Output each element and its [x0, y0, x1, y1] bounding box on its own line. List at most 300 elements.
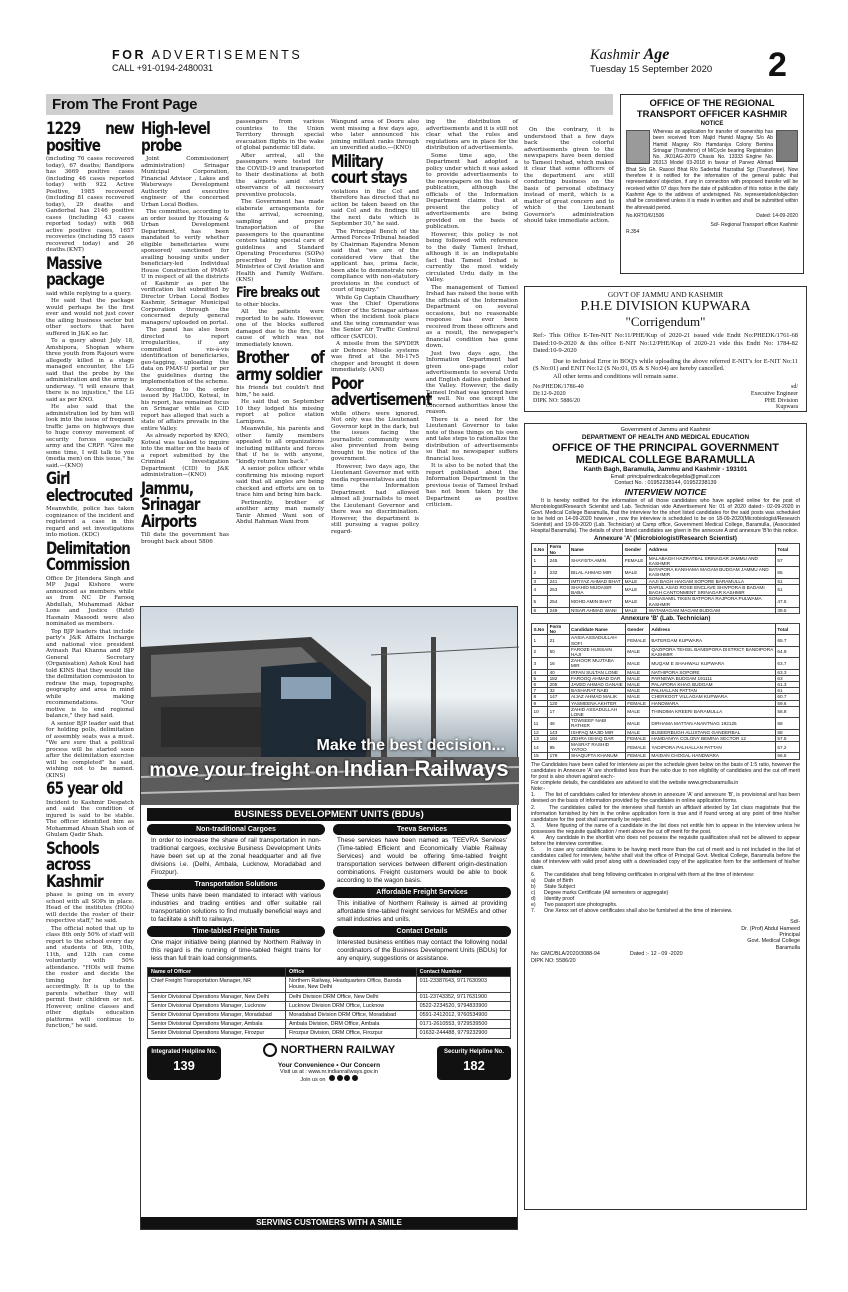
annex-a-cell: 51	[775, 578, 799, 584]
bdu-cell: Senior Divisional Operations Manager, Ambala	[148, 1020, 286, 1029]
annex-b-cell: MUQAM E SHAHWALI KUPWARA	[649, 658, 775, 669]
article-text: Wangund area of Dooru also went missing a few days ago, who later announced his joining militant ranks through an unverified audio.—(KNO)	[331, 119, 419, 151]
phe-body: Due to technical Error in BOQ's while uploading the above referred E-NIT's for E-NIT No:11 (S No:01) and ENIT No:12 (S No:01, 05 & S No:04) are hereby cancelled.	[533, 357, 798, 373]
annex-a-header-cell: Name	[569, 544, 623, 555]
annex-a-cell: FEMALE	[623, 555, 647, 566]
annex-b-cell: 13	[532, 735, 548, 741]
annex-b-cell: AIJAZ AHMAD MALIK	[569, 694, 625, 700]
annex-a-cell: 5	[532, 596, 548, 607]
annex-b-cell: 5	[532, 675, 548, 681]
annex-b-cell: 64.9	[775, 646, 799, 657]
affordable-heading: Affordable Freight Services	[333, 887, 511, 898]
bdu-header-cell: Office	[285, 968, 416, 977]
annex-b-cell: 3	[532, 658, 548, 669]
bdu-cell: Senior Divisional Operations Manager, New Delhi	[148, 992, 286, 1001]
bdu-cell: Senior Divisional Operations Manager, Lucknow	[148, 1001, 286, 1010]
annex-b-cell: MALE	[625, 718, 649, 729]
annex-b-cell: 184	[548, 735, 569, 741]
annex-a-cell: 57	[775, 555, 799, 566]
rto-dated: Dated: 14-09-2020	[756, 212, 798, 219]
annexure-b-title: Annexure 'B' (Lab. Technician)	[620, 614, 711, 622]
annex-b-cell: 6	[532, 681, 548, 687]
masthead	[590, 46, 770, 80]
annex-b-cell: BASHARAT NABI	[569, 688, 625, 694]
column-6	[524, 127, 614, 287]
twitter-icon[interactable]	[337, 1075, 343, 1081]
bdu-cell: Chief Freight Transportation Manager, NR	[148, 977, 286, 992]
annex-a-cell: IMTIYAZ AHMAD BHAT	[569, 578, 623, 584]
annex-b-cell: PALAPORA KHAG BUDGAM	[649, 681, 775, 687]
article-text: his friends but couldn't find him," he said.	[236, 385, 324, 398]
paper-kashmir: Kashmir	[590, 47, 640, 63]
annex-b-cell: IRFAN SULTAN LONE	[569, 669, 625, 675]
phe-place: Kupwara	[776, 404, 798, 411]
article-text: Office Dr Jitendera Singh and MP Jugal Kishore were announced as members while as from NC Dr Farooq Abdullah, Muhammad Akbar Lone and Justice (Retd) Hasnain Masoodi were also nominated as members.	[46, 575, 134, 627]
annex-b-cell: 205	[548, 681, 569, 687]
column-2	[141, 119, 229, 604]
youtube-icon[interactable]	[344, 1075, 350, 1081]
annex-b-cell: 63.3	[775, 669, 799, 675]
gmc-email: Email: principalmedicalcollegebla@gmail.com	[610, 473, 721, 480]
annex-b-cell: MALE	[625, 688, 649, 694]
table-row	[532, 567, 800, 578]
nr-name: NORTHERN RAILWAY	[280, 1043, 396, 1056]
annex-b-cell: 143	[548, 729, 569, 735]
annex-b-header-cell: Candidate Name	[569, 623, 625, 634]
bdu-cell: Delhi Division DRM Office, New Delhi	[285, 992, 416, 1001]
annex-b-cell: YADIPORA PALHALLAN PATTAN	[649, 741, 775, 752]
article-text: ing the distribution of advertisements and it is still not clear what the rules and regulations are in place for the distribution of advertisements.	[426, 119, 518, 151]
annex-b-cell: MALE	[625, 681, 649, 687]
annex-a-cell: 47.5	[775, 596, 799, 607]
headline-delimitation: Delimitation Commission	[46, 538, 130, 575]
table-row	[532, 646, 800, 657]
article-text: To a query about July 18, Amshipora, Shopian where three youth from Rajouri were allegedly killed in a stage managed encounter, the LG said that the probe by the administration and the army is underway. "I will ensure that there is no injustice," the LG said as per KNO.	[46, 338, 134, 403]
bdu-contact-table	[147, 967, 511, 1039]
annex-b-cell: 58.8	[775, 706, 799, 717]
phe-div: PHE Division	[764, 397, 798, 404]
list-item: b) State Subject	[531, 883, 576, 890]
table-row	[148, 1001, 511, 1010]
applicant-photo	[776, 130, 798, 162]
nr-website: Visit us at : www.nr.indianrailways.gov.in	[280, 1068, 378, 1075]
call-number: CALL +91-0194-2480031	[112, 63, 213, 73]
annex-b-cell: 95	[548, 741, 569, 752]
annex-b-header-cell: Form No	[548, 623, 569, 634]
annex-a-cell: 6	[532, 607, 548, 613]
gmc-govt: Government of Jammu and Kashmir	[620, 427, 711, 433]
table-row	[532, 584, 800, 595]
annex-b-cell: CHERKOOT VILLAGAM KUPWARA	[649, 694, 775, 700]
annex-b-cell: MALE	[625, 669, 649, 675]
annex-b-cell: BUSEERBUGH ALUSTANG GANDERBAL	[649, 729, 775, 735]
headline-65-year-old: 65 year old	[46, 779, 123, 799]
gmc-number: No: GMC/BLA/2020/3088-94	[531, 951, 600, 958]
rto-number: No.KRTO/6/1506	[626, 212, 665, 219]
annex-b-cell: 40	[548, 669, 569, 675]
gmc-post: Principal	[779, 932, 800, 939]
contact-text: Interested business entities may contact the following nodal coordinators of the Business Development Units (BDUs) for any enquiry, suggestions or assistance.	[337, 939, 507, 962]
ads-header	[112, 48, 312, 78]
annex-b-cell: 2	[532, 646, 548, 657]
annex-a-cell: SHAHID MUDASIR BABA	[569, 584, 623, 595]
annex-b-cell: 63	[775, 675, 799, 681]
annex-b-cell: 17	[548, 706, 569, 717]
rail-slogan: move your freight on	[149, 760, 339, 781]
table-row	[148, 1011, 511, 1020]
article-text: The management of Tameel Irshad has raised the issue with the officials of the Information Department on several occasions, but no reasonable response has ever been received from these officers and as a result, the newspaper's financial condition has gone down.	[426, 284, 518, 349]
annex-b-cell: FEMALE	[625, 741, 649, 752]
gmc-notice	[524, 423, 807, 1210]
gmc-intro: It is hereby notified for the information of all those candidates who have applied online for the post of Microbiologist/Research Scientist and Lab. Technician vide Advertisement No: 01 of 2020 dated:- 02-09-2020 in Govt. Medical College Baramulla, that the interview for the short listed candidates for the said posts was scheduled to be held on 14-09-2020 however , now the interview is scheduled to be on 18-09-2020(Microbiologist/Research Scientist) and 19-09-2020 (Lab. Technician) at Camp office, Government Medical College, Baramulla, (Associated Hospital Baramulla). The details of short listed candidates are given in the annexure A and annexure 'B'to this notice.	[531, 497, 800, 535]
annex-a-cell: SHAYISTA AMIN	[569, 555, 623, 566]
security-helpline-label: Security Helpline No.	[443, 1048, 504, 1055]
timetable-text: One major initiative being planned by Northern Railway in this regard is the running of time-tabled freight trains for less than full train load consignments.	[151, 939, 321, 962]
annex-a-cell: 39.5	[775, 607, 799, 613]
annex-b-cell: 12	[532, 729, 548, 735]
annex-b-cell: PALHALLAN PATTAN	[649, 688, 775, 694]
list-item: 2. The candidates called for the interview shall furnish an affidavit attested by 1st class magistrate that the information furnished by him in the online application form is true and if found wrong at any point of time his/her candidature for the post shall summarily be rejected.	[531, 804, 802, 823]
annex-b-cell: SHAQUFTA KHANUM	[569, 753, 625, 759]
annex-a-cell: MALE	[623, 607, 647, 613]
bdu-banner: BUSINESS DEVELOPMENT UNITS (BDUs)	[147, 808, 511, 821]
article-text: Joint Commissioner( administration) Srinagar Municipal Corporation, Financial Advisor , Lakes and Waterways Development Authority and executive engineer of the concerned Urban Local Bodies.	[141, 156, 229, 208]
gmc-dept: DEPARTMENT OF HEALTH AND MEDICAL EDUCATION	[581, 434, 750, 441]
bdu-header-cell: Contact Number	[416, 968, 510, 977]
article-text: Just two days ago, the Information Department had given one-page color advertisements to several Urdu and English dailies published in the Valley. However, the daily Tameel Irshad was ignored here as well. No one except the concerned authorities know the reason.	[426, 350, 518, 415]
list-item: 4. Any candidate in the shortlist who does not possess the requisite qualification shall not be allowed to appear before the interview committee.	[531, 835, 802, 848]
annex-b-cell: 32	[548, 688, 569, 694]
annex-b-cell: 179	[548, 753, 569, 759]
transport-text: These units have been mandated to interact with various industries and trading entities and offer suitable rail transportation solutions to find mutually beneficial ways and to facilitate a shift to railways.	[151, 892, 321, 923]
article-text: All the patients were reported to be safe. However, one of the blocks suffered damaged due to the fire, the cause of which was not immediately known.	[236, 309, 324, 348]
annex-b-cell: YASMEENA AKHTER	[569, 700, 625, 706]
table-row	[532, 753, 800, 759]
annex-a-cell: 241	[548, 578, 569, 584]
annex-b-cell: 58	[775, 729, 799, 735]
article-text: The panel has also been directed to report irregularities, if any committed vis-à-vis identification of beneficiaries, geo-tagging, uploading the data on PMAY-U portal or per the guidelines during the implementation of the scheme.	[141, 327, 229, 385]
article-text: The Principal Bench of the Armed Forces Tribunal headed by Chairman Rajendra Menon said that "we are of the considered view that the applicant has, prima facie, been able to demonstrate non-compliance with non-statutory provisions in the conduct of court of inquiry."	[331, 228, 419, 293]
phe-sd: sd/	[790, 383, 798, 390]
bdu-cell: Northern Railway, Headquarters Office, Baroda House, New Delhi	[285, 977, 416, 992]
article-text: There is a need for the Lieutenant Governor to take note of these things on his own and take steps to rationalize the distribution of advertisements so that no newspaper suffers financial loss.	[426, 416, 518, 462]
annex-b-cell: 10	[532, 706, 548, 717]
article-text: The committee, according to an order issued by Housing & Urban Development Department, has been mandated to verify whether eligible beneficiaries were sponsored/ sanctioned for availing housing units under beneficiary-led Individual House Construction of PMAY-U in respect of all the districts of Kashmir as per the verification list submitted by Director Urban Local Bodies Kashmir, Srinagar Municipal Corporation through the concerned deputy general managers/ uploaded on portal.	[141, 209, 229, 326]
article-text: Some time ago, the Department had adopted a policy under which it was asked to provide advertisements to the newspapers on the basis of publication, although the officials of the Information Department claims that at present the policy of advertisements are being provided on the basis of publication.	[426, 152, 518, 230]
annex-a-cell: 4	[532, 584, 548, 595]
article-text: A missile from the SPYDER air Defence Missile systems was fired at the Mi-17v5 chopper and brought it down immediately. (ANI)	[331, 341, 419, 373]
gmc-sd: Sd/-	[790, 919, 800, 926]
annex-b-cell: MALE	[625, 658, 649, 669]
phe-exe: Executive Engineer	[750, 390, 798, 397]
annex-a-header-cell: Gender	[623, 544, 647, 555]
annex-a-cell: 1	[532, 555, 548, 566]
railway-logo-icon	[263, 1043, 277, 1057]
applicant-photo	[626, 130, 650, 164]
annex-a-cell: SONASAMIL TIKEN BATPORA RAJPORA PULWAMA KASHMIR	[647, 596, 776, 607]
annex-a-header-cell: Total	[775, 544, 799, 555]
table-row	[532, 706, 800, 717]
annex-b-cell: HAMDANIYA COLONY BEMINA SECTOR 12	[649, 735, 775, 741]
article-text: while others were ignored. Not only was the Lieutenant Governor kept in the dark, but the issues facing the journalistic community were also prevented from being brought to the notice of the government.	[331, 410, 419, 462]
annexure-a-title: Annexure 'A' (Microbiologist/Research Scientist)	[594, 535, 737, 543]
annex-b-cell: 21	[548, 635, 569, 646]
annex-b-cell: FEMALE	[625, 753, 649, 759]
list-item: 7. One Xerox set of above certificates shall also be furnished at the time of interview.	[531, 908, 733, 915]
annex-b-cell: 4	[532, 669, 548, 675]
rail-slogan: Make the best decision...	[316, 737, 505, 754]
rto-body: Whereas an application for transfer of ownership has been received from Majid Hamid Magray S/o Ab Hamid Magray R/o Hamdaniya Colony Bemina Srinagar (Transferor) of M/Cycle bearing Registration No. JK01AG-2079 Chasis No. 13333 Engine No. 26313 Model 03-2018 in favour of Parvez Ahmad Bhat S/o Gh. Rasool Bhat R/o Saderbal Hazratbal Sgr (Transferee). Now therefore it is notified for the information of the general public that representation/ objection, if any in connection with proposed transfer will be received within 07 days from the date of publication of this notice in the daily Kashmir Age to the address of undersigned. No. representation/objection shall be considered unless it is made in written and shall be submitted within the aforesaid period.	[626, 129, 798, 211]
join-label: Join us on	[300, 1076, 326, 1083]
transport-heading: Transportation Solutions	[147, 879, 325, 890]
teeva-heading: Teeva Services	[333, 824, 511, 835]
list-item: 3. Mere figuring of the name of a candidate in the list does not entitle him to appear in the interview unless he possesses the requisite qualification / merit above the cut off merit for the post.	[531, 822, 802, 835]
bdu-header-cell: Name of Officer	[148, 968, 286, 977]
phe-notice	[524, 286, 807, 412]
annex-b-cell: THINDIMA KREERI BARAMULLA	[649, 706, 775, 717]
annex-b-cell: JAVED AHMAD GANAIE	[569, 681, 625, 687]
annex-a-cell: BILAL AHMAD MIR	[569, 567, 623, 578]
article-text: violations in the CoI and therefore has directed that no action be taken based on the said CoI and its findings till the next date which is September 30," he said.	[331, 188, 419, 227]
bdu-cell: Senior Divisional Operations Manager, Moradabad	[148, 1011, 286, 1020]
annex-b-cell: 61.3	[775, 681, 799, 687]
annex-a-cell: 232	[548, 567, 569, 578]
bdu-cell: Moradabad Division DRM Office, Moradabad	[285, 1011, 416, 1020]
serving-banner: SERVING CUSTOMERS WITH A SMILE	[141, 1217, 517, 1229]
article-text: However, two days ago, the Lieutenant Governor met with media representatives and this time the Information Department had allowed almost all journalists to meet the Lieutenant Governor and there was no discrimination. However, the department is still pursuing a vague policy regard-	[331, 463, 419, 535]
table-row	[148, 1029, 511, 1038]
gmc-signatory: Dr. (Prof) Abdul Hameed	[741, 925, 800, 932]
phe-body2: All other terms and conditions will remain same.	[553, 372, 678, 380]
list-item: a) Date of Birth	[531, 877, 574, 884]
article-text: passengers from various countries to the Union Territory through special evacuation flights in the wake of global pandemic till date.	[236, 119, 324, 151]
nr-tagline: Your Convenience • Our Concern	[277, 1061, 381, 1069]
list-item: c) Degree marks Certificate (All semesters or aggregate)	[531, 889, 669, 896]
annex-b-cell: MAIDAN CHOGAL HANDWARA	[649, 753, 775, 759]
annex-a-cell: MALE	[623, 584, 647, 595]
annex-a-header-cell: S.No	[532, 544, 548, 555]
annex-a-header-cell: Address	[647, 544, 776, 555]
article-text: He said that on September 10 they lodged his missing report at police station Larnipora.	[236, 399, 324, 425]
annex-b-cell: 16	[548, 658, 569, 669]
article-text: A senior police officer while confirming his missing report said that all angles are being checked and efforts are on to trace him and bring him back.	[236, 466, 324, 498]
annex-b-cell: FAROZE HUSSAIN HAJI	[569, 646, 625, 657]
article-text: to other blocks.	[236, 301, 281, 308]
annex-b-header-cell: Total	[775, 623, 799, 634]
article-text: According to the order issued by HaUDD, Kotwal, in his report, has remained focus on Srinagar while as CID report has alleged that such a state of affairs prevails in the entire Valley.	[141, 386, 229, 432]
rto-title: TRANSPORT OFFICER KASHMIR	[636, 109, 788, 120]
phe-corrigendum: "Corrigendum"	[625, 314, 706, 329]
article-text: Meanwhile, his parents and other family members appealed to all organizations including militants and forces that if he is with anyone, "kindly return him back."	[236, 426, 324, 465]
bdu-cell: Firozpur Division, DRM Office, Firozpur	[285, 1029, 416, 1038]
headline-fire-breaks-out: Fire breaks out	[236, 284, 320, 301]
headline-poor-advertisement: Poor advertisement	[331, 373, 432, 410]
annex-a-cell: MALE	[623, 596, 647, 607]
annex-a-cell: WATAMAGAM MAGAM BUDGAM	[647, 607, 776, 613]
gmc-notes	[531, 792, 800, 877]
table-row	[532, 635, 800, 646]
headline-schools: Schools across Kashmir	[46, 838, 103, 892]
list-item: 5. In case any candidate claims to be having merit more than the cut of merit and is not included in the list of candidates called for interview, he/she shall visit the office of Principal Govt. Medical College, Baramulla before the date of interview with valid proof along with a downloaded copy of the application form for the settlement of his/her claim.	[531, 847, 802, 872]
annex-a-header-cell: Form No	[548, 544, 569, 555]
section-title: From The Front Page	[46, 94, 613, 115]
annex-b-cell: FEMALE	[625, 700, 649, 706]
headline-military-court: Military court stays	[331, 151, 407, 188]
annex-b-cell: 1	[532, 635, 548, 646]
article-text: Till date the government has brought back about 5806	[141, 532, 229, 545]
headline-new-positive: 1229 new positive	[46, 119, 134, 156]
annex-a-cell: MOHD AMIN BHAT	[569, 596, 623, 607]
gmc-address: Kanth Bagh, Baramulla, Jammu and Kashmir - 193101	[583, 465, 748, 473]
column-3	[236, 119, 324, 604]
bdu-cell: Ambala Division, DRM Office, Ambala	[285, 1020, 416, 1029]
annex-b-cell: PARNEWA BUDGAM 191111	[649, 675, 775, 681]
annex-b-cell: 61	[775, 688, 799, 694]
list-item: d) Identity proof	[531, 895, 575, 902]
gmc-after: The Candidates have been called for interview as per the schedule given below on the basis of 1:5 ratio, however the candidates in Annexure 'A' are shortlisted less than the ratio due to non eligibility of candidates and the cut off merit for post is also shown against each:-	[531, 761, 800, 780]
column-1	[46, 119, 134, 1236]
annex-b-cell: HANDWARA	[649, 700, 775, 706]
headline-girl-electrocuted: Girl electrocuted	[46, 469, 133, 506]
facebook-icon[interactable]	[329, 1075, 335, 1081]
annex-b-cell: MALE	[625, 706, 649, 717]
timetable-heading: Time-tabled Freight Trains	[147, 926, 325, 937]
issue-date: Tuesday 15 September 2020	[590, 64, 713, 75]
table-row	[532, 741, 800, 752]
article-text: (including 76 cases recovered today), 67 deaths; Bandipora has 3669 positive cases (including 46 cases reported today) with 922 Active Positive, 1985 recovered (including 81 cases recovered today), 29 deaths and Ganderbal has 2146 positive cases (including 43 cases reported today) with 968 active positive cases, 1657 recoveries (including 55 cases recovered today) and 26 deaths.(KNT)	[46, 156, 134, 253]
table-row	[532, 658, 800, 669]
annex-b-cell: BATERGAM KUPWARA	[649, 635, 775, 646]
rto-notice	[620, 94, 804, 274]
phe-govt: GOVT OF JAMMU AND KASHMIR	[607, 290, 724, 299]
article-text: While Gp Captain Chaudhary was the Chief Operations Officer of the Srinagar airbase when the incident took place and the wing commander was the Senior Air Traffic Control officer (SATCO).	[331, 294, 419, 340]
annex-a-cell: 3	[532, 578, 548, 584]
article-text: He said that the package would perhaps be the first ever and would not just cover the ailing business sector but other sectors that have suffered in J&K so far.	[46, 298, 134, 337]
article-text: Pertinently, brother of another army man namely Tanir Ahmed Wani son of Abdul Rahman Wani from	[236, 499, 324, 525]
annex-a-cell: 55	[775, 567, 799, 578]
article-text: Incident to Kashmir Despatch and said the condition of injured is said to be stable. The officer identified him as Mohammad Ahsan Shah son of Ghulam Qadir Shah.	[46, 799, 134, 838]
bdu-cell: 0171-2610553, 9729539500	[416, 1020, 510, 1029]
annex-b-cell: 50	[548, 646, 569, 657]
bdu-cell: 011-23387643, 9717630903	[416, 977, 510, 992]
interview-notice-title: INTERVIEW NOTICE	[624, 486, 707, 497]
article-text: However, this policy is not being followed with reference to the daily Tameel Irshad, although it is an indisputable fact that Tameel Irshad is currently the most widely circulated Urdu daily in the Valley.	[426, 231, 518, 283]
annex-a-cell: 253	[548, 584, 569, 595]
integrated-helpline-label: Integrated Helpline No.	[151, 1048, 217, 1055]
annex-b-cell: MALE	[625, 646, 649, 657]
annex-b-cell: 57.2	[775, 741, 799, 752]
annex-b-cell: QAZIPORA TEHSIL BANDIPORA DISTRICT BANDIPORA KASHMIR	[649, 646, 775, 657]
annex-b-cell: ISHFAQ MAJID MIR	[569, 729, 625, 735]
annex-b-cell: 182	[548, 675, 569, 681]
bdu-cell: 011-23743352, 9717631900	[416, 992, 510, 1001]
annex-a-cell: 249	[548, 607, 569, 613]
annexure-b-table	[531, 623, 800, 760]
integrated-helpline-number: 139	[173, 1057, 195, 1073]
headline-massive-package: Massive package	[46, 253, 104, 290]
annex-b-cell: MALE	[625, 729, 649, 735]
gmc-note-label: Note:-	[531, 785, 546, 792]
security-helpline-number: 182	[463, 1057, 485, 1073]
annex-b-cell: MALE	[625, 675, 649, 681]
annex-b-cell: DIRHAMA MATTAN ANANTNAG 192125	[649, 718, 775, 729]
annex-b-cell: 57.5	[775, 735, 799, 741]
annex-a-cell: 254	[548, 596, 569, 607]
phe-number: No:PHEDK/1786-40	[533, 383, 584, 390]
nontraditional-heading: Non-traditional Cargoes	[147, 824, 325, 835]
annex-a-cell: BATAPORA KANIHAMA MAGAM BUDGAM JAMMU AND KASHMIR	[647, 567, 776, 578]
bdu-cell: 0591-2412012, 9760534900	[416, 1011, 510, 1020]
annex-b-cell: 60.7	[775, 694, 799, 700]
annex-b-cell: MALE	[625, 694, 649, 700]
annex-b-cell: FEMALE	[625, 735, 649, 741]
teeva-text: These services have been named as 'TEEVRA Services' (Time-tabled Efficient and Economically Viable Railway Services) and would be offering time-tabled freight transportation services between different origin-destination combinations. Freight customers would be able to book according to the wagon basis.	[337, 837, 507, 884]
article-text: He also said that the administration led by him will look into the issue of frequent traffic jams on highways due to huge convoy movement of security forces especially army and the CRPF. "Give me some time, I will talk to you (media men) on this issue," he said.—(KNO)	[46, 404, 134, 469]
table-row	[148, 977, 511, 992]
annex-b-cell: 56.5	[775, 753, 799, 759]
headline-high-level-probe: High-level probe	[141, 119, 210, 156]
phe-dipk: DIPK NO: 5886/20	[533, 397, 581, 404]
gmc-docs	[531, 878, 800, 915]
gmc-post: Baramulla	[775, 944, 800, 951]
annex-a-cell: 2	[532, 567, 548, 578]
table-row	[532, 596, 800, 607]
headline-brother-of-army: Brother of army soldier	[236, 348, 324, 385]
nontraditional-text: In order to increase the share of rail transportation in non-traditional cargoes, exclusive Business Development Units have been set up at the zonal headquarter and all five divisions i.e. (Delhi, Ambala, Lucknow, Moradabad and Firozpur).	[151, 837, 321, 876]
rail-slogan: Indian Railways	[343, 756, 509, 781]
annex-b-cell: 46	[548, 718, 569, 729]
annex-b-header-cell: Gender	[625, 623, 649, 634]
annex-b-cell: 63.7	[775, 658, 799, 669]
article-text: Top BJP leaders that include party's J&K Affairs Incharge and national vice president Avinash Rai Khanna and BJP General Secretary (Organisation) Ashok Koul had told KINS that they would like the delimitation commission to redraw the map, topography, geography and area in mind while making recommendations. "Our motive is to end regional balance," they had said.	[46, 628, 134, 719]
annex-b-cell: 58	[775, 718, 799, 729]
gmc-post: Govt. Medical College	[747, 938, 800, 945]
notice-label: NOTICE	[700, 121, 724, 127]
gmc-title: MEDICAL COLLEGE BARAMULLA	[575, 453, 756, 466]
annex-b-cell: FAROOQ AHMAD DAR	[569, 675, 625, 681]
bdu-cell: 0522-2234520, 9794833900	[416, 1001, 510, 1010]
annex-b-header-cell: Address	[649, 623, 775, 634]
annex-b-cell: 65.7	[775, 635, 799, 646]
contact-heading: Contact Details	[333, 926, 511, 937]
annex-b-cell: 9	[532, 700, 548, 706]
annex-b-cell: ZAHID ASSADULLAH LONE	[569, 706, 625, 717]
annex-b-cell: 8	[532, 694, 548, 700]
phe-title: P.H.E DIVISION KUPWARA	[580, 299, 751, 314]
annex-b-cell: 7	[532, 688, 548, 694]
annex-b-cell: NATHIPORA SOPORE	[649, 669, 775, 675]
article-text: phase is going on in every school with all SOPs in place. Head of the institutes (HOIs) will decide the roster of their respective staff," he said.	[46, 892, 134, 924]
advertisements-label: ADVERTISEMENTS	[151, 48, 303, 62]
table-row	[532, 555, 800, 566]
article-text: The Government has made elaborate arrangements for the arrival, screening, sampling and proper transportation of the passengers to the quarantine centers taking special care of guidelines and Standard Operating Procedures (SOPs) prescribed by the Union Ministries of Civil Aviation and Health and Family Welfare.(KNS)	[236, 199, 324, 283]
annex-b-cell: 11	[532, 718, 548, 729]
gmc-dated: Dated :- 12 - 09 -2020	[629, 951, 683, 958]
article-text: Meanwhile, police has taken cognizance of the incident and registered a case in this regard and set investigations into motion. (KDC)	[46, 506, 134, 538]
table-row	[532, 607, 800, 613]
bdu-cell: 01632-244488, 9779232900	[416, 1029, 510, 1038]
article-text: A senior BJP leader said that for holding polls, delimitation of assembly seats was a must. "We are sure that a political process will be started soon after the delimitation exercise will be completed" he said, wishing not to be named. (KINS)	[46, 720, 134, 779]
annex-a-cell: 245	[548, 555, 569, 566]
list-item: 1. The list of candidates called for interview shown in annexure 'A' and annexure 'B', is provisional and has been devised on the basis of information provided by the candidates in online application forms.	[531, 792, 802, 805]
gmc-website: For complete details, the candidates are advised to visit the website www.gmcbaramulla.in	[531, 779, 739, 786]
annex-b-cell: ZEHRA ISHAQ DAR	[569, 735, 625, 741]
annex-a-cell: NISAR AHMAD WANI	[569, 607, 623, 613]
instagram-icon[interactable]	[352, 1075, 358, 1081]
article-text: On the contrary, it is understood that a few days back the colorful advertisements given to the newspapers have been denied to Tameel Irshad, which makes it clear that some officers of the department are still conducting business on the basis of personal obstinacy instead of merit, which is a matter of great concern and to which the Lieutenant Governor's administration should take immediate action.	[524, 127, 614, 224]
list-item: e) Two passport size photographs.	[531, 902, 618, 909]
annex-a-cell: AAJI BAGH HAIGAM SOPORE BARAMULLA	[647, 578, 776, 584]
